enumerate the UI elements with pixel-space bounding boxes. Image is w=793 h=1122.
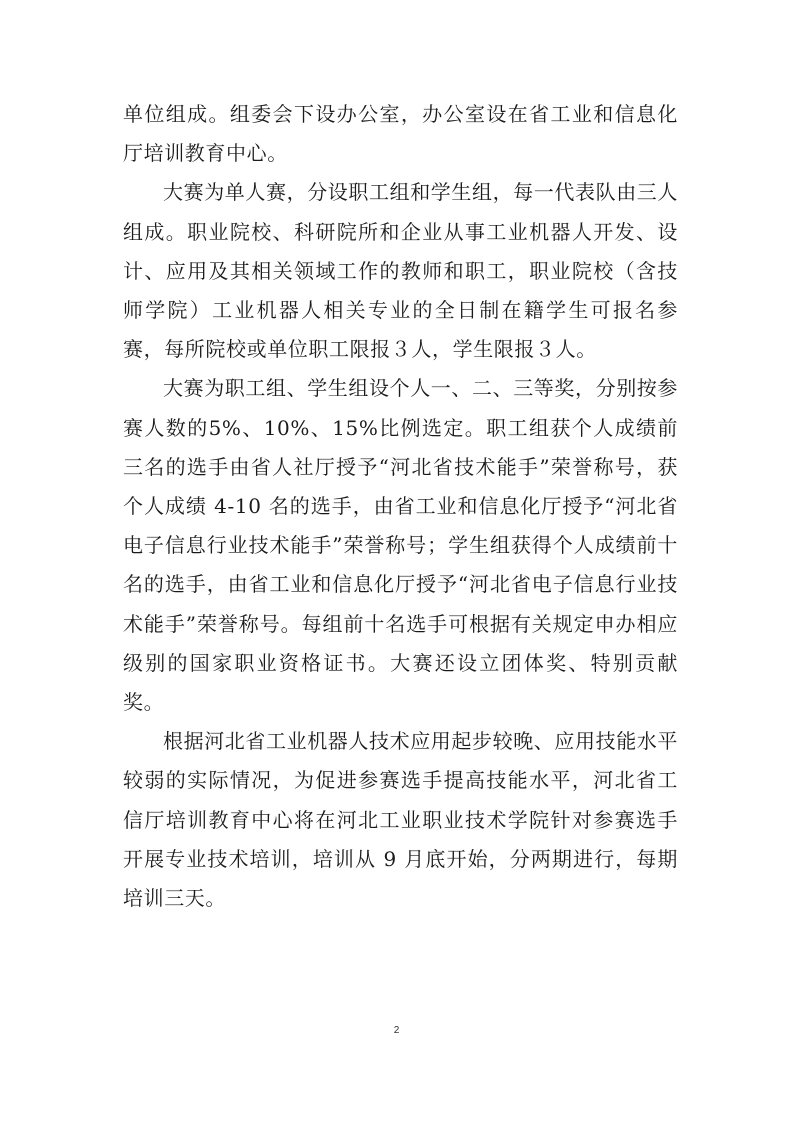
paragraph-4: 根据河北省工业机器人技术应用起步较晚、应用技能水平较弱的实际情况，为促进参赛选手提高技能水平，河北省工信厅培训教育中心将在河北工业职业技术学院针对参赛选手开展专业技术培训，培训从 9 月底开始，分两期进行，每期培训三天。 bbox=[123, 729, 678, 911]
paragraph-3: 大赛为职工组、学生组设个人一、二、三等奖，分别按参赛人数的5%、10%、15%比例选定。职工组获个人成绩前三名的选手由省人社厅授予“河北省技术能手”荣誉称号，获个人成绩 4-10 名的选手，由省工业和信息化厅授予“河北省电子信息行业技术能手”荣誉称号；学生组获得个人成绩前十名的选手，由省工业和信息化厅授予“河北省电子信息行业技术能手”荣誉称号。每组前十名选手可根据有关规定申办相应级别的国家职业资格证书。大赛还设立团体奖、特别贡献奖。 bbox=[123, 376, 678, 715]
paragraph-1: 单位组成。组委会下设办公室，办公室设在省工业和信息化厅培训教育中心。 bbox=[123, 102, 678, 166]
page-number: 2 bbox=[393, 1025, 400, 1036]
body-text bbox=[123, 95, 678, 918]
paragraph-2: 大赛为单人赛，分设职工组和学生组，每一代表队由三人组成。职业院校、科研院所和企业从事工业机器人开发、设计、应用及其相关领域工作的教师和职工，职业院校（含技师学院）工业机器人相关专业的全日制在籍学生可报名参赛，每所院校或单位职工限报３人，学生限报３人。 bbox=[123, 180, 678, 362]
